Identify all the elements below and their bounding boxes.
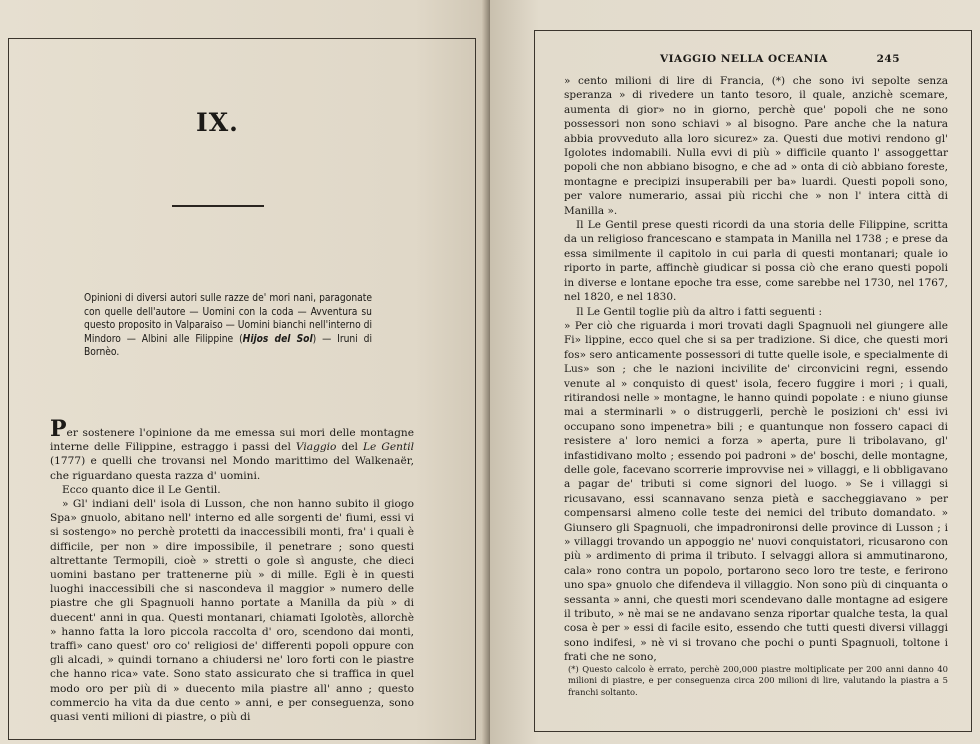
paragraph-3: » Gl' indiani dell' isola di Lusson, che non hanno subito il giogo Spa» gnuolo, abitano nell' interno ed alle sorgenti de' fiumi, essi vi si sostengo» no perchè protetti da inaccessibili monti, fra' i quali è difficile, per non » dire impossibile, il penetrare ; sono questi altrettante Termopili, cioè » stretti o gole sì anguste, che dieci uomini bastano per trattenerne più » di mille. Egli è in questi luoghi inaccessibili che si nascondeva il maggior » numero delle piastre che gli Spagnuoli hanno portate a Manilla da più » di duecent' anni in qua. Questi montanari, chiamati Igolotès, allorchè » hanno fatta la loro piccola raccolta d' oro, scendono dai monti, traffi» cano quest' oro co' religiosi de' differenti popoli oppure con gli alcadi, » quindi tornano a chiudersi ne' loro forti con le piastre che hanno rica» vate. Sono stato assicurato che si traffica in quel modo oro per più di » duecento mila piastre all' anno ; questo commercio ha vita da due cento » anni, e per conseguenza, sono quasi venti milioni di piastre, o più di [50, 498, 414, 724]
drop-cap: P [50, 416, 67, 442]
intro-text-2: del [336, 441, 364, 454]
footnote: (*) Questo calcolo è errato, perchè 200,000 piastre moltiplicate per 200 anni danno 40 milioni di piastre, e per conseguenza circa 200 milioni di lire, valutando la piastra a 5 franchi soltanto. [568, 664, 948, 697]
paragraph-r1: » cento milioni di lire di Francia, (*) che sono ivi sepolte senza speranza » di rivedere un tanto tesoro, il quale, anzichè scemare, aumenta di gior» no in giorno, perchè que' popoli che ne sono possessori non sono schiavi » al bisogno. Pare anche che la natura abbia provveduto alla loro sicurez» za. Questi due motivi rendono gl' Igolotes indomabili. Nulla evvi di più » difficile quanto l' assoggettar popoli che non abbiano bisogno, e che ad » onta di ciò abbiano foreste, montagne e precipizi insuperabili per ba» luardi. Questi popoli sono, per valore numerario, assai più ricchi che » non l' intera città di Manilla ». [564, 75, 948, 217]
running-title: VIAGGIO NELLA OCEANIA [660, 53, 828, 65]
intro-italic-1: Viaggio [295, 441, 337, 454]
paragraph-r4: » Per ciò che riguarda i mori trovati dagli Spagnuoli nel giungere alle Fi» lippine, ecco quel che si sa per tradizione. Si dice, che questi mori fos» sero anticamente possessori di tutte quelle isole, e specialmente di Lus» son ; che le nazioni incivilite de' circonvicini regni, essendo venute al » conquisto di quest' isola, fecero fuggire i mori ; i quali, ritirandosi nelle » montagne, le hanno quindi popolate : e niuno giunse mai a sterminarli » o distruggerli, perchè le posizioni ch' essi ivi occupano sono impenetra» bili ; e quantunque non fossero capaci di resistere a' loro nemici a forza » aperta, pure li tribolavano, gl' infastidivano molto ; essendo poi padroni » de' boschi, delle montagne, delle gole, facevano scorrerie improvvise nei » villaggi, e li obbligavano a pagar de' tributi si come signori del luogo. » Se i villaggi si ricusavano, essi scannavano senza pietà e saccheggiavano » per compensarsi almeno colle teste dei nemici del tributo domandato. » Giunsero gli Spagnuoli, che impadronironsi delle province di Lusson ; i » villaggi trovando un appoggio ne' nuovi conquistatori, ricusarono con più » ardimento di prima il tributo. I selvaggi allora si ammutinarono, cala» rono contra un popolo, portarono seco loro tre teste, e ferirono uno spa» gnuolo che difendeva il villaggio. Non sono più di cinquanta o sessanta » anni, che questi mori scendevano dalle montagne ad esigere il tributo, » nè mai se ne andavano senza riportar qualche testa, la qual cosa è per » essi di facile esito, essendo che tutti questi diversi villaggi sono indifesi, » nè vi si trovano che pochi o punti Spagnuoli, toltone i frati che ne sono, [564, 319, 948, 664]
summary-text-end: ) — Iruni di Bornèo. [84, 333, 372, 359]
intro-italic-2: Le Gentil [363, 441, 414, 454]
left-page [0, 0, 488, 744]
chapter-divider [172, 205, 264, 207]
chapter-number: IX. [196, 108, 239, 137]
summary-text: Opinioni di diversi autori sulle razze de' mori nani, paragonate con quelle dell'autore — Uomini con la coda — Avventura su questo proposito in Valparaiso — Uomini bianchi nell'interno di Mindoro — Albini alle Filippine ( [84, 293, 372, 345]
paragraph-r2: Il Le Gentil prese questi ricordi da una storia delle Filippine, scritta da un religioso francescano e stampata in Manilla nel 1738 ; e prese da essa similmente il capitolo in cui parla di questi montanari; quale io riporto in parte, affinchè giudicar si possa ciò che erano questi popoli in diverse e lontane epoche tra esse, come sarebbe nel 1730, nel 1767, nel 1820, e nel 1830. [564, 219, 948, 304]
right-page [490, 0, 980, 744]
chapter-summary [84, 292, 372, 360]
summary-italic: Hijos del Sol [242, 333, 313, 345]
right-body-text [564, 74, 948, 665]
page-number: 245 [876, 53, 900, 65]
intro-paragraph [50, 416, 414, 483]
left-body-text [50, 416, 414, 724]
intro-text-3: (1777) e quelli che trovansi nel Mondo marittimo del Walkenaër, che riguardano questa razza d' uomini. [50, 455, 414, 482]
intro-text-1: er sostenere l'opinione da me emessa sui mori delle montagne interne delle Filippine, estraggo i passi del [50, 427, 414, 454]
paragraph-r3: Il Le Gentil toglie più da altro i fatti seguenti : [576, 305, 823, 318]
paragraph-2: Ecco quanto dice il Le Gentil. [62, 483, 221, 496]
